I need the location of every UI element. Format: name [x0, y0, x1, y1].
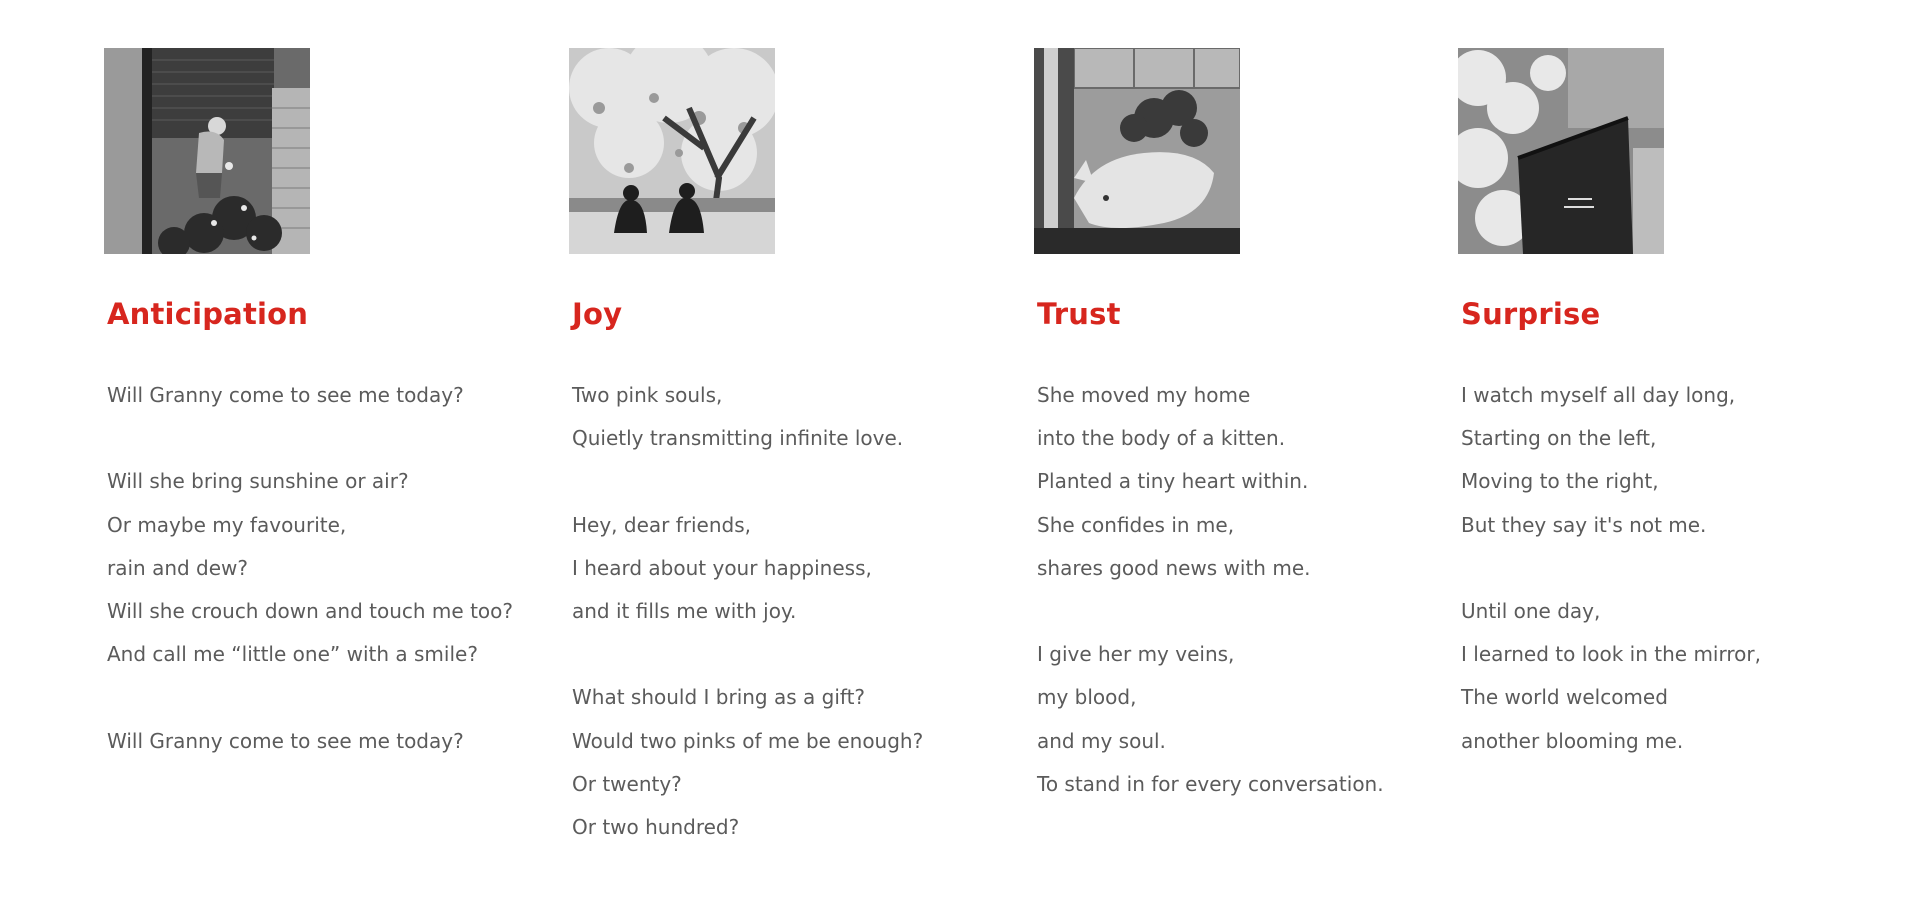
- poem-line: [107, 676, 513, 719]
- poem-line: Or two hundred?: [572, 814, 740, 839]
- poem-trust: [1034, 48, 1384, 806]
- poem-line: [1037, 590, 1384, 633]
- poem-line: To stand in for every conversation.: [1037, 771, 1384, 796]
- poem-line: Planted a tiny heart within.: [1037, 469, 1309, 494]
- poem-line: I learned to look in the mirror,: [1461, 642, 1761, 667]
- poem-line: [1461, 547, 1761, 590]
- poem-line: She moved my home: [1037, 383, 1251, 407]
- granny-gardening-photo: [104, 48, 310, 254]
- poem-line: and it fills me with joy.: [572, 598, 797, 623]
- poem-line: Or maybe my favourite,: [107, 512, 347, 537]
- poem-body: [1037, 374, 1384, 806]
- poem-joy: [569, 48, 923, 849]
- poem-line: into the body of a kitten.: [1037, 426, 1286, 451]
- poem-line: Or twenty?: [572, 771, 682, 796]
- poem-line: She confides in me,: [1037, 512, 1235, 537]
- poem-surprise: [1458, 48, 1761, 763]
- poem-line: The world welcomed: [1461, 685, 1668, 710]
- poem-body: [107, 374, 513, 763]
- poem-title: Surprise: [1461, 297, 1601, 331]
- poem-line: Will Granny come to see me today?: [107, 383, 464, 407]
- poem-line: and my soul.: [1037, 728, 1166, 753]
- poem-line: shares good news with me.: [1037, 555, 1311, 580]
- poem-line: another blooming me.: [1461, 728, 1684, 753]
- poem-line: I watch myself all day long,: [1461, 383, 1736, 407]
- poem-line: Hey, dear friends,: [572, 512, 752, 537]
- poem-line: my blood,: [1037, 685, 1137, 710]
- blossom-tree-photo: [569, 48, 775, 254]
- poem-line: Would two pinks of me be enough?: [572, 728, 924, 753]
- poem-line: I heard about your happiness,: [572, 555, 872, 580]
- poem-line: But they say it's not me.: [1461, 512, 1707, 537]
- poem-title: Anticipation: [107, 297, 309, 331]
- poem-line: [572, 460, 923, 503]
- poem-line: I give her my veins,: [1037, 642, 1235, 667]
- poem-line: Will she crouch down and touch me too?: [107, 598, 514, 623]
- poem-anticipation: [104, 48, 513, 763]
- blossom-mirror-photo: [1458, 48, 1664, 254]
- poem-line: What should I bring as a gift?: [572, 685, 866, 710]
- poem-body: [572, 374, 923, 849]
- poem-title: Joy: [572, 297, 623, 331]
- poem-line: Until one day,: [1461, 598, 1601, 623]
- poem-body: [1461, 374, 1761, 763]
- poem-line: Will she bring sunshine or air?: [107, 469, 409, 494]
- poem-line: Quietly transmitting infinite love.: [572, 426, 904, 451]
- poem-line: rain and dew?: [107, 555, 249, 580]
- poem-line: Starting on the left,: [1461, 426, 1657, 451]
- poem-line: Two pink souls,: [572, 383, 723, 407]
- kitten-planter-photo: [1034, 48, 1240, 254]
- poem-line: And call me “little one” with a smile?: [107, 642, 478, 667]
- poem-title: Trust: [1037, 297, 1121, 331]
- poem-line: [572, 633, 923, 676]
- poem-line: Will Granny come to see me today?: [107, 728, 464, 753]
- poem-line: Moving to the right,: [1461, 469, 1659, 494]
- poem-line: [107, 417, 513, 460]
